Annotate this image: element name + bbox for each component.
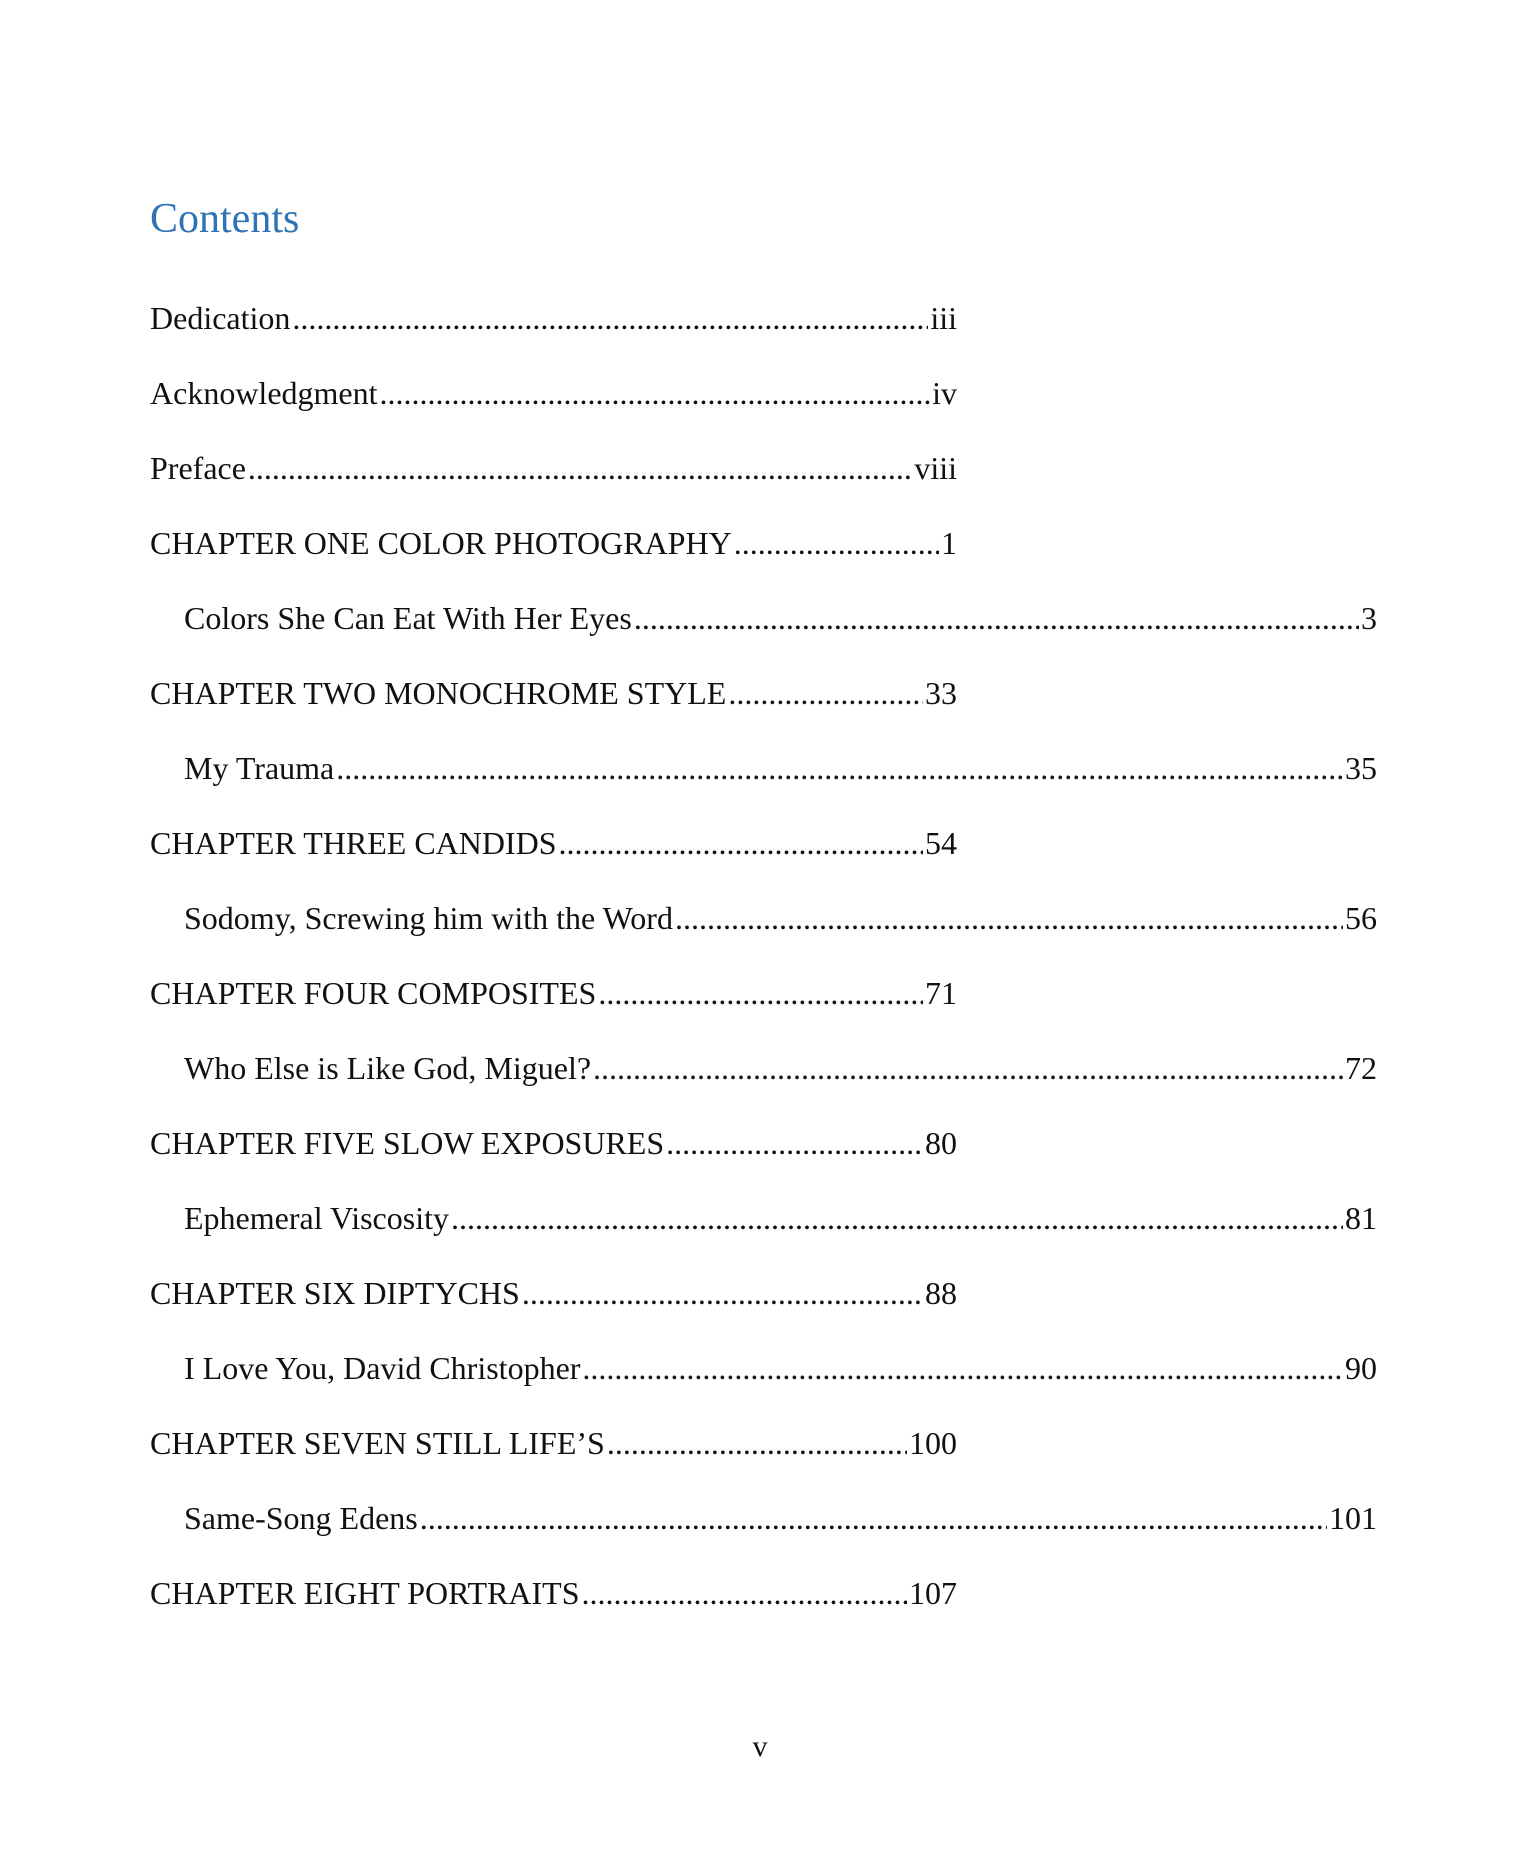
toc-entry-chapter-three[interactable] [150, 827, 957, 863]
toc-entry-page: 107 [909, 1575, 957, 1611]
toc-entry-page: 56 [1345, 900, 1377, 936]
toc-entry-page: 80 [925, 1125, 957, 1161]
toc-entry-title: Ephemeral Viscosity [184, 1200, 449, 1236]
toc-entry-acknowledgment[interactable] [150, 377, 957, 413]
toc-entry-dedication[interactable] [150, 302, 957, 338]
toc-entry-page: 90 [1345, 1350, 1377, 1386]
toc-entry-colors-she-can-eat[interactable] [184, 602, 1377, 638]
toc-entry-ephemeral-viscosity[interactable] [184, 1202, 1377, 1238]
toc-entry-sodomy[interactable] [184, 902, 1377, 938]
dot-leader [336, 752, 1343, 784]
toc-entry-title: CHAPTER SIX DIPTYCHS [150, 1275, 520, 1311]
toc-entry-page: 33 [925, 675, 957, 711]
toc-entry-title: CHAPTER ONE COLOR PHOTOGRAPHY [150, 525, 732, 561]
toc-entry-page: 54 [925, 825, 957, 861]
dot-leader [380, 377, 931, 409]
toc-entry-title: My Trauma [184, 750, 335, 786]
dot-leader [607, 1427, 907, 1459]
toc-entry-page: iv [932, 375, 957, 411]
dot-leader [634, 602, 1359, 634]
toc-entry-page: 71 [925, 975, 957, 1011]
dot-leader [598, 977, 923, 1009]
toc-entry-preface[interactable] [150, 452, 957, 488]
toc-entry-page: 101 [1329, 1500, 1377, 1536]
toc-entry-title: CHAPTER FIVE SLOW EXPOSURES [150, 1125, 665, 1161]
dot-leader [420, 1502, 1327, 1534]
toc-entry-title: Acknowledgment [150, 375, 378, 411]
toc-entry-title: Dedication [150, 300, 291, 336]
toc-entry-same-song-edens[interactable] [184, 1502, 1377, 1538]
toc-entry-my-trauma[interactable] [184, 752, 1377, 788]
toc-entry-title: I Love You, David Christopher [184, 1350, 581, 1386]
dot-leader [675, 902, 1343, 934]
toc-entry-title: CHAPTER SEVEN STILL LIFE’S [150, 1425, 605, 1461]
toc-entry-page: 88 [925, 1275, 957, 1311]
dot-leader [292, 302, 928, 334]
toc-entry-title: CHAPTER TWO MONOCHROME STYLE [150, 675, 727, 711]
toc-entry-i-love-you-david[interactable] [184, 1352, 1377, 1388]
toc-entry-page: 1 [941, 525, 957, 561]
dot-leader [559, 827, 923, 859]
dot-leader [522, 1277, 923, 1309]
dot-leader [582, 1352, 1343, 1384]
toc-entry-page: 72 [1345, 1050, 1377, 1086]
toc-entry-title: Same-Song Edens [184, 1500, 418, 1536]
dot-leader [593, 1052, 1343, 1084]
toc-entry-page: 81 [1345, 1200, 1377, 1236]
toc-entry-chapter-five[interactable] [150, 1127, 957, 1163]
toc-entry-title: CHAPTER FOUR COMPOSITES [150, 975, 597, 1011]
toc-entry-chapter-seven[interactable] [150, 1427, 957, 1463]
toc-entry-chapter-six[interactable] [150, 1277, 957, 1313]
toc-entry-page: viii [914, 450, 957, 486]
toc-entry-chapter-four[interactable] [150, 977, 957, 1013]
toc-entry-title: Who Else is Like God, Miguel? [184, 1050, 592, 1086]
dot-leader [582, 1577, 907, 1609]
toc-entry-page: iii [930, 300, 957, 336]
dot-leader [248, 452, 912, 484]
toc-entry-who-else-is-like-god[interactable] [184, 1052, 1377, 1088]
toc-entry-title: CHAPTER EIGHT PORTRAITS [150, 1575, 580, 1611]
toc-entry-chapter-two[interactable] [150, 677, 957, 713]
toc-entry-title: CHAPTER THREE CANDIDS [150, 825, 557, 861]
dot-leader [451, 1202, 1343, 1234]
dot-leader [666, 1127, 923, 1159]
toc-entry-page: 100 [909, 1425, 957, 1461]
toc-entry-title: Sodomy, Screwing him with the Word [184, 900, 673, 936]
toc-entry-chapter-eight[interactable] [150, 1577, 957, 1613]
dot-leader [728, 677, 923, 709]
toc-entry-page: 35 [1345, 750, 1377, 786]
toc-entry-title: Preface [150, 450, 246, 486]
toc-entry-title: Colors She Can Eat With Her Eyes [184, 600, 632, 636]
page-number: v [752, 1730, 768, 1763]
contents-heading: Contents [150, 196, 300, 242]
toc-entry-chapter-one[interactable] [150, 527, 957, 563]
dot-leader [734, 527, 939, 559]
toc-entry-page: 3 [1361, 600, 1377, 636]
